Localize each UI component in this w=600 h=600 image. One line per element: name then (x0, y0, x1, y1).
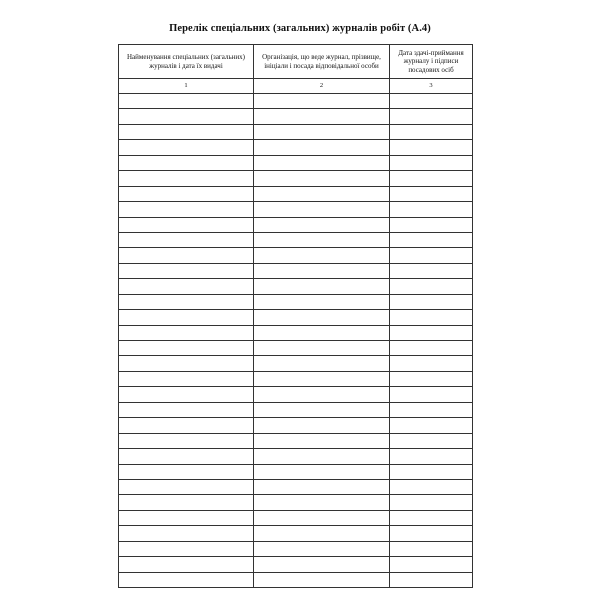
table-cell[interactable] (119, 479, 254, 494)
table-cell[interactable] (119, 109, 254, 124)
table-cell[interactable] (390, 541, 473, 556)
table-cell[interactable] (390, 572, 473, 587)
table-row (119, 356, 473, 371)
table-row (119, 387, 473, 402)
table-cell[interactable] (119, 202, 254, 217)
table-cell[interactable] (390, 495, 473, 510)
table-cell[interactable] (254, 124, 390, 139)
table-cell[interactable] (119, 433, 254, 448)
table-cell[interactable] (254, 341, 390, 356)
table-cell[interactable] (390, 186, 473, 201)
table-cell[interactable] (390, 279, 473, 294)
table-row (119, 371, 473, 386)
table-cell[interactable] (390, 387, 473, 402)
table-cell[interactable] (119, 510, 254, 525)
table-row (119, 464, 473, 479)
table-row (119, 479, 473, 494)
table-row (119, 310, 473, 325)
table-cell[interactable] (254, 418, 390, 433)
table-cell[interactable] (254, 495, 390, 510)
table-cell[interactable] (390, 171, 473, 186)
table-cell[interactable] (390, 418, 473, 433)
table-cell[interactable] (390, 341, 473, 356)
table-cell[interactable] (390, 155, 473, 170)
table-cell[interactable] (390, 402, 473, 417)
table-cell[interactable] (390, 217, 473, 232)
table-cell[interactable] (390, 356, 473, 371)
table-row (119, 495, 473, 510)
table-cell[interactable] (254, 526, 390, 541)
column-number: 2 (254, 79, 390, 94)
table-cell[interactable] (390, 294, 473, 309)
table-row (119, 202, 473, 217)
table-cell[interactable] (390, 479, 473, 494)
table-header-row (119, 45, 473, 79)
table-cell[interactable] (254, 217, 390, 232)
table-cell[interactable] (119, 418, 254, 433)
table-cell[interactable] (254, 387, 390, 402)
header-journal-name: Найменування спеціальних (загальних) журналів і дата їх видачі (119, 45, 254, 79)
table-cell[interactable] (254, 279, 390, 294)
table-cell[interactable] (254, 449, 390, 464)
table-cell[interactable] (390, 124, 473, 139)
table-cell[interactable] (390, 232, 473, 247)
table-cell[interactable] (119, 279, 254, 294)
table-cell[interactable] (119, 310, 254, 325)
table-cell[interactable] (119, 155, 254, 170)
table-cell[interactable] (254, 263, 390, 278)
table-cell[interactable] (390, 510, 473, 525)
table-cell[interactable] (390, 464, 473, 479)
table-cell[interactable] (119, 124, 254, 139)
table-cell[interactable] (254, 479, 390, 494)
page-title: Перелік спеціальних (загальних) журналів робіт (А.4) (169, 23, 431, 34)
table-cell[interactable] (119, 464, 254, 479)
table-cell[interactable] (390, 202, 473, 217)
table-row (119, 433, 473, 448)
table-row (119, 541, 473, 556)
table-cell[interactable] (119, 572, 254, 587)
table-cell[interactable] (119, 94, 254, 109)
table-cell[interactable] (390, 140, 473, 155)
table-row (119, 232, 473, 247)
table-cell[interactable] (254, 109, 390, 124)
table-row (119, 217, 473, 232)
table-cell[interactable] (119, 541, 254, 556)
table-row (119, 171, 473, 186)
table-cell[interactable] (119, 294, 254, 309)
table-cell[interactable] (254, 371, 390, 386)
column-number: 1 (119, 79, 254, 94)
table-row (119, 526, 473, 541)
table-row (119, 449, 473, 464)
table-cell[interactable] (390, 310, 473, 325)
column-number: 3 (390, 79, 473, 94)
table-cell[interactable] (119, 217, 254, 232)
table-cell[interactable] (254, 557, 390, 572)
table-row (119, 418, 473, 433)
table-cell[interactable] (254, 140, 390, 155)
table-cell[interactable] (390, 526, 473, 541)
table-cell[interactable] (254, 232, 390, 247)
table-cell[interactable] (119, 248, 254, 263)
table-cell[interactable] (254, 356, 390, 371)
table-cell[interactable] (254, 294, 390, 309)
table-cell[interactable] (254, 464, 390, 479)
table-row (119, 572, 473, 587)
table-row (119, 294, 473, 309)
table-row (119, 155, 473, 170)
table-row (119, 510, 473, 525)
table-cell[interactable] (390, 325, 473, 340)
table-cell[interactable] (119, 387, 254, 402)
table-cell[interactable] (119, 371, 254, 386)
table-row (119, 186, 473, 201)
table-row (119, 402, 473, 417)
table-cell[interactable] (119, 449, 254, 464)
table-row (119, 109, 473, 124)
table-cell[interactable] (254, 186, 390, 201)
table-cell[interactable] (390, 109, 473, 124)
table-cell[interactable] (254, 510, 390, 525)
table-row (119, 557, 473, 572)
table-row (119, 341, 473, 356)
table-row (119, 325, 473, 340)
table-cell[interactable] (390, 433, 473, 448)
table-cell[interactable] (119, 171, 254, 186)
table-cell[interactable] (390, 449, 473, 464)
table-row (119, 124, 473, 139)
table-row (119, 279, 473, 294)
table-cell[interactable] (254, 248, 390, 263)
header-handover-date: Дата здачі-приймання журналу і підписи посадових осіб (390, 45, 473, 79)
table-cell[interactable] (119, 495, 254, 510)
table-cell[interactable] (254, 310, 390, 325)
table-cell[interactable] (254, 325, 390, 340)
table-cell[interactable] (254, 202, 390, 217)
table-cell[interactable] (390, 371, 473, 386)
table-row (119, 263, 473, 278)
table-cell[interactable] (254, 171, 390, 186)
table-row (119, 94, 473, 109)
table-cell[interactable] (254, 433, 390, 448)
table-cell[interactable] (390, 263, 473, 278)
table-cell[interactable] (119, 232, 254, 247)
table-cell[interactable] (119, 186, 254, 201)
table-row (119, 140, 473, 155)
header-organization: Організація, що веде журнал, прізвище, ініціали і посада відповідальної особи (254, 45, 390, 79)
table-cell[interactable] (390, 94, 473, 109)
journals-table (118, 44, 473, 588)
table-cell[interactable] (254, 402, 390, 417)
column-number-row (119, 79, 473, 94)
table-cell[interactable] (390, 248, 473, 263)
table-cell[interactable] (119, 341, 254, 356)
table-cell[interactable] (119, 263, 254, 278)
table-cell[interactable] (119, 356, 254, 371)
table-cell[interactable] (119, 402, 254, 417)
table-cell[interactable] (390, 557, 473, 572)
table-cell[interactable] (254, 155, 390, 170)
table-cell[interactable] (119, 325, 254, 340)
table-cell[interactable] (254, 572, 390, 587)
table-cell[interactable] (119, 557, 254, 572)
table-cell[interactable] (119, 140, 254, 155)
table-cell[interactable] (119, 526, 254, 541)
table-cell[interactable] (254, 94, 390, 109)
table-cell[interactable] (254, 541, 390, 556)
table-row (119, 248, 473, 263)
